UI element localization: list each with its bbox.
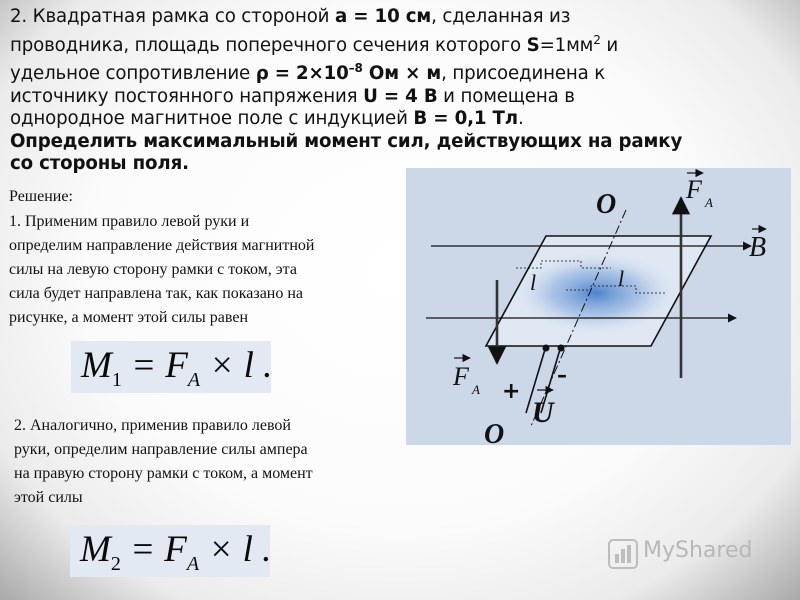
problem-text: однородное магнитное поле с индукцией [10, 108, 414, 130]
problem-value-u: U = 4 В [363, 85, 438, 107]
formula-symbol: = F [121, 345, 188, 386]
problem-value-unit: Ом × м [362, 63, 442, 85]
problem-text: источнику постоянного напряжения [10, 85, 364, 107]
problem-value-s: S [526, 34, 540, 56]
formula-m1 [71, 341, 271, 393]
axis-label-top: O [596, 189, 617, 220]
terminal-minus [558, 345, 565, 352]
solution-line: силы на левую сторону рамки с током, эта [9, 261, 297, 278]
solution-heading: Решение: [9, 188, 73, 205]
formula-symbol: = F [120, 529, 187, 570]
problem-text: . [517, 108, 524, 130]
problem-text: , присоединена к [441, 63, 606, 85]
axis-label-bottom: O [484, 419, 505, 445]
force-label-bottom: F [453, 362, 469, 391]
formula-m2 [70, 525, 270, 577]
plus-sign: + [502, 379, 521, 404]
watermark-text: MyShared [643, 538, 753, 563]
solution-line: 1. Применим правило левой руки и [9, 213, 250, 230]
problem-text: 2. Квадратная рамка со стороной [10, 6, 335, 27]
solution-line: 2. Аналогично, применив правило левой [14, 417, 291, 434]
problem-text: =1мм [539, 34, 594, 56]
solution-step-1 [9, 210, 404, 330]
frame-field-diagram [406, 168, 791, 445]
problem-value-a: a = 10 см [334, 6, 432, 27]
problem-text: и [600, 34, 619, 56]
problem-line [10, 6, 795, 29]
field-label: B [749, 232, 767, 263]
problem-sup: –8 [348, 61, 363, 76]
problem-question: со стороны поля. [10, 153, 189, 175]
problem-sup: 2 [593, 32, 601, 47]
formula-subscript: A [187, 369, 201, 391]
terminal-plus [543, 345, 550, 352]
formula-subscript: A [186, 553, 200, 575]
solution-line: этой силы [14, 489, 83, 506]
force-label-bottom-sub: A [472, 382, 480, 397]
problem-value-b: B = 0,1 Тл [413, 108, 518, 130]
solution-line: на правую сторону рамки с током, а момент [14, 465, 313, 482]
myshared-watermark [606, 534, 776, 574]
force-label-top: F [686, 175, 702, 204]
problem-text: проводника, площадь поперечного сечения которого [10, 34, 527, 56]
problem-line [10, 29, 795, 58]
formula-subscript: 1 [111, 369, 122, 391]
formula-symbol: × l . [199, 529, 272, 570]
problem-value-rho: ρ = 2×10 [255, 63, 349, 85]
solution-line: руки, определим направление силы ампера [14, 441, 308, 458]
problem-text: удельное сопротивление [10, 63, 256, 85]
formula-symbol: M [80, 529, 111, 570]
side-label-left: l [530, 270, 537, 295]
solution-step-2 [14, 414, 399, 510]
solution-line: сила будет направлена так, как показано на [9, 285, 304, 302]
minus-sign: – [557, 363, 567, 387]
force-label-top-sub: A [705, 195, 713, 210]
problem-line [10, 57, 795, 86]
problem-text: и помещена в [437, 85, 575, 107]
problem-question: Определить максимальный момент сил, действующих на рамку [10, 130, 683, 152]
formula-symbol: × l . [200, 345, 273, 386]
problem-text: , сделанная из [431, 6, 571, 27]
problem-statement [10, 6, 795, 176]
solution-line: рисунке, а момент этой силы равен [9, 309, 249, 326]
chart-icon [606, 537, 640, 571]
voltage-label: U [532, 396, 554, 429]
solution-line: определим направление действия магнитной [9, 237, 315, 254]
formula-symbol: M [81, 345, 112, 386]
problem-line [10, 86, 795, 109]
side-label-right: l [618, 266, 625, 291]
formula-subscript: 2 [110, 553, 121, 575]
problem-line [10, 108, 795, 131]
